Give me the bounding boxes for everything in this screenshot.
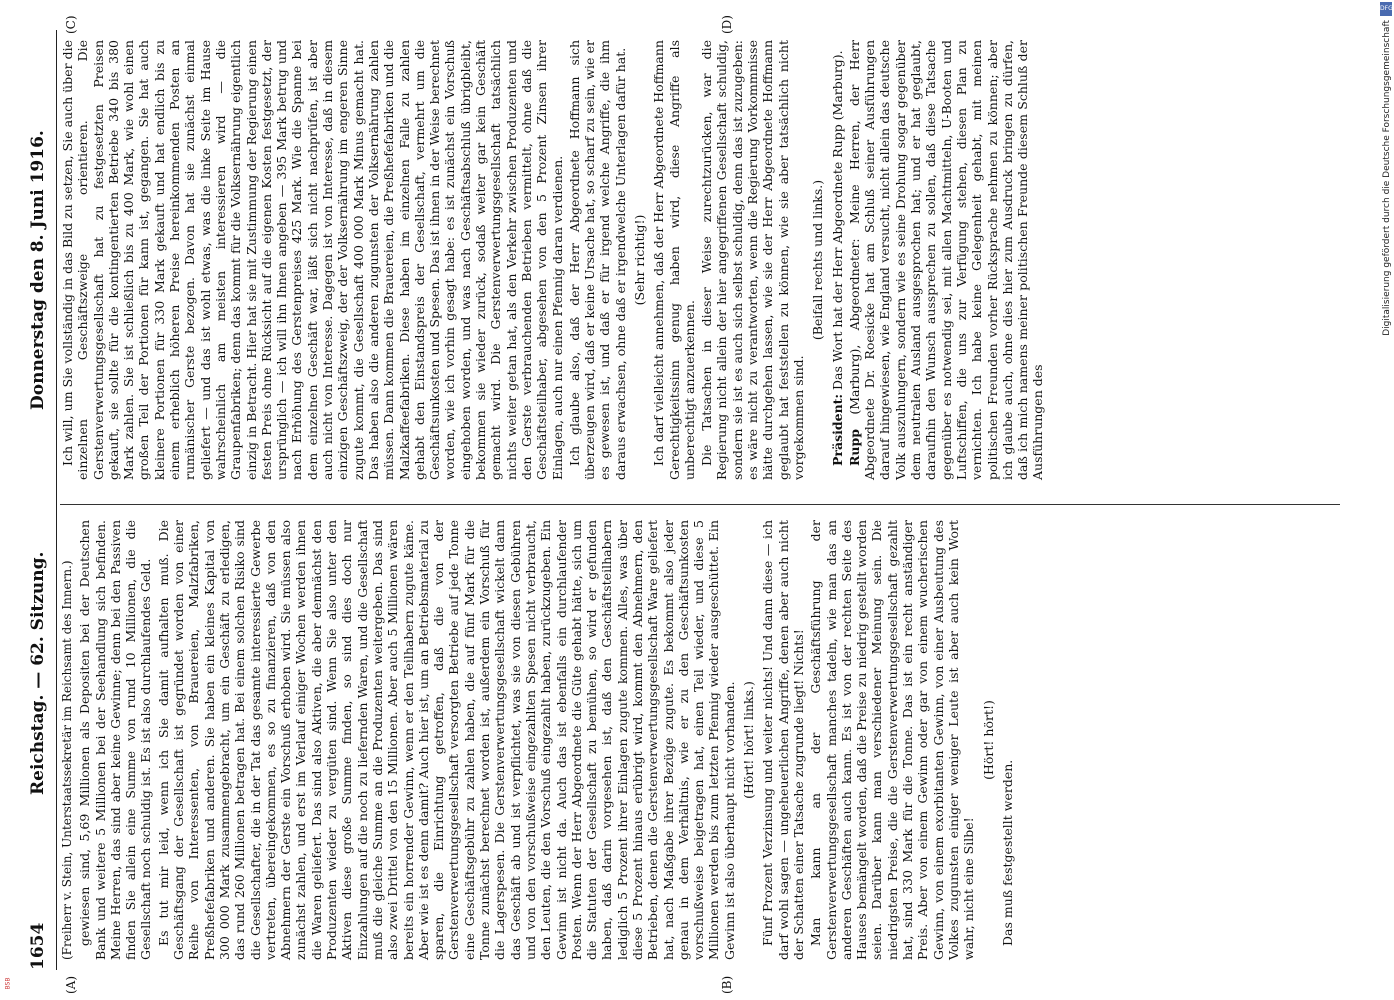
- paragraph: Ich glaube also, daß der Herr Abgeordnete Hoffmann sich überzeugen wird, daß er keine Ursache hat, so scharf zu sein, wie er es gewesen ist, und daß er für irgend welche Angriffe, die ihm daraus erwachsen, ohne daß er irgendwelche Unterlagen dafür hat.: [566, 40, 628, 480]
- column-divider: [60, 504, 1340, 505]
- library-mark: BSB: [4, 977, 12, 990]
- page-number: 1654: [28, 922, 48, 970]
- paragraph: Das muß festgestellt werden.: [999, 759, 1015, 946]
- margin-letter-b: (B): [720, 975, 734, 994]
- margin-letter-c: (C): [64, 15, 78, 34]
- president-label: Präsident:: [829, 393, 845, 466]
- paragraph: Es tut mir leid, wenn ich Sie damit aufhalten muß. Die Geschäftsgang der Gesellschaft ist gegründet worden von einer Reihe von Interessenten, von Brauereien, Malzfabriken, Preßhefefabriken und anderen. Sie haben ein kleines Kapital von 300 000 Mark zusammengebracht, um ein Geschäft zu erledigen, das rund 260 Millionen betragen hat. Bei einem solchen Risiko sind die Gesellschafter, die in der Tat das gesamte interessierte Gewerbe vertreten, übereingekommen, es so zu finanzieren, daß von den Abnehmern der Gerste ein Vorschuß erhoben wird. Sie müssen also zunächst zahlen, und erst im Verlauf einiger Wochen werden ihnen die Waren geliefert. Das sind also Aktiven, die aber demnächst den Produzenten wieder zu vergüten sind. Wenn Sie also unter den Aktiven diese große Summe finden, so sind dies doch nur Einzahlungen auf die noch zu liefernden Waren, und die Gesellschaft muß die gleiche Summe an die Produzenten weitergeben. Das sind also zwei Drittel von den 15 Millionen. Aber auch 5 Millionen wären bereits ein horrender Gewinn, wenn er den Teilhabern zugute käme. Aber wie ist es denn damit? Auch hier ist, um an Betriebsmaterial zu sparen, die Einrichtung getroffen, daß die von der Gerstenverwertungsgesellschaft versorgten Betriebe auf jede Tonne eine Geschäftsgebühr zu zahlen haben, die auf fünf Mark für die Tonne zunächst berechnet worden ist, außerdem ein Vorschuß für die Lagerspesen. Die Gerstenverwertungsgesellschaft wickelt dann das Geschäft ab und ist verpflichtet, was sie von diesen Gebühren und von den vorschußweise eingezahlten Spesen nicht verbraucht, den Leuten, die den Vorschuß eingezahlt haben, zurückzugeben. Ein Gewinn ist nicht da. Auch das ist ebenfalls ein durchlaufender Posten. Wenn der Herr Abgeordnete die Güte gehabt hätte, sich um die Statuten der Gesellschaft zu bemühen, so wird er gefunden haben, daß darin vorgesehen ist, daß den Geschäftsteilhabern lediglich 5 Prozent ihrer Einlagen zugute kommen. Alles, was über diese 5 Prozent hinaus erübrigt wird, kommt den Abnehmern, den Betrieben, denen die Gerstenverwertungsgesellschaft Ware geliefert hat, nach Maßgabe ihrer Bezüge zugute. Es bekommt also jeder genau in dem Verhältnis, wie er zu den Geschäftsunkosten vorschußweise beigetragen hat, einen Teil wieder, und diese 5 Millionen werden bis zum letzten Pfennig wieder ausgeschüttet. Ein Gewinn ist also überhaupt nicht vorhanden.: [155, 520, 737, 960]
- paragraph: Die Tatsachen in dieser Weise zurechtzurücken, war die Regierung nicht allein der hier angegriffenen Gesellschaft schuldig, sondern sie ist es auch sich selbst schuldig, denn das ist zuzugeben: es wäre nicht zu verantworten, wenn die Regierung Vorkommnisse hätte durchgehen lassen, wie sie der Herr Abgeordnete Hoffmann geglaubt hat feststellen zu können, wie sie aber tatsächlich nicht vorgekommen sind.: [699, 40, 806, 480]
- session-title: Reichstag. — 62. Sitzung.: [28, 551, 48, 795]
- paragraph: Fünf Prozent Verzinsung und weiter nichts! Und dann diese — ich darf wohl sagen — ungeheuerlichen Angriffe, denen aber auch nicht der Schatten einer Tatsache zugrunde liegt! Nichts!: [760, 520, 806, 960]
- paragraph: gewiesen sind, 5,69 Millionen als Depositen bei der Deutschen Bank und weitere 5 Millionen bei der Seehandlung sich befinden. Meine Herren, das sind aber keine Gewinne; denn bei den Passiven finden Sie allein eine Summe von rund 10 Millionen, die die Gesellschaft noch schuldig ist. Es ist also durchlaufendes Geld.: [77, 520, 154, 960]
- date-title: Donnerstag den 8. Juni 1916.: [28, 130, 48, 410]
- interjection: (Sehr richtig!): [631, 214, 647, 306]
- margin-letter-d: (D): [720, 15, 734, 34]
- margin-letter-a: (A): [64, 975, 78, 994]
- speaker-name: Rupp: [846, 429, 862, 466]
- interjection: (Hört! hört!): [980, 700, 996, 780]
- left-column: [60, 520, 1017, 960]
- right-column: [60, 40, 1048, 480]
- interjection: (Beifall rechts und links.): [810, 179, 826, 341]
- funding-note: Digitalisierung gefördert durch die Deutsche Forschungsgemeinschaft: [1382, 20, 1392, 336]
- speaker-note: (Freiherr v. Stein, Unterstaatssekretär im Reichsamt des Innern.): [60, 560, 74, 960]
- president-text: Das Wort hat der Herr Abgeordnete Rupp (Marburg).: [829, 50, 845, 390]
- paragraph: Ich darf vielleicht annehmen, daß der Herr Abgeordnete Hoffmann Gerechtigkeitssinn genug haben wird, diese Angriffe als unberechtigt anzuerkennen.: [651, 40, 697, 480]
- dfg-logo: DFG: [1380, 2, 1392, 16]
- paragraph: Ich will, um Sie vollständig in das Bild zu setzen, Sie auch über die einzelnen Geschäftszweige orientieren. Die Gerstenverwertungsgesellschaft hat zu festgesetzten Preisen gekauft, sie sollte für die kontingentierten Betriebe 340 bis 380 Mark zahlen. Sie ist schließlich bis zu 400 Mark, wie wohl einen großen Teil der Portionen für kann ist, gegangen. Sie hat auch kleinere Portionen für 330 Mark gekauft und hat endlich bis zu einem erheblich höheren Preise hereinkommenden Posten an rumänischer Gerste bezogen. Davon hat sie zunächst einmal geliefert — und das ist wohl etwas, was die linke Seite im Hause wahrscheinlich am meisten interessieren wird — die Graupenfabriken; denn das kommt für die Volksernährung eigentlich einzig in Betracht. Hier hat sie mit Zustimmung der Regierung einen festen Preis ohne Rücksicht auf die eigenen Kosten festgesetzt, der ursprünglich — ich will ihn Ihnen angeben — 395 Mark betrug und nach Erhöhung des Gerstenpreises 425 Mark. Wie die Spanne bei dem einzelnen Geschäft war, läßt sich nicht nachprüfen, ist aber auch nicht von Interesse. Dagegen ist von Interesse, daß in diesem einzigen Geschäftszweig, der der Volksernährung im engeren Sinne zugute kommt, die Gesellschaft 400 000 Mark Minus gemacht hat. Das haben also die anderen zugunsten der Volksernährung zahlen müssen. Dann kommen die Brauereien, die Preßhefefabriken und die Malzkaffeefabriken. Diese haben im einzelnen Falle zu zahlen gehabt den Einstandspreis der Gesellschaft, vermehrt um die Geschäftsunkosten und Spesen. Das ist ihnen in der Weise berechnet worden, wie ich vorhin gesagt habe: es ist zunächst ein Vorschuß eingehoben worden, und was nach Geschäftsabschluß übrigbleibt, bekommen sie wieder zurück, sodaß weiter gar kein Geschäft gemacht wird. Die Gerstenverwertungsgesellschaft tatsächlich nichts weiter getan hat, als den Verkehr zwischen Produzenten und den Gerste verbrauchenden Betrieben vermittelt, ohne daß die Geschäftsteilhaber, abgesehen von den 5 Prozent Zinsen ihrer Einlagen, auch nur einen Pfennig daran verdienen.: [60, 40, 565, 480]
- interjection: (Hört! hört! links.): [741, 681, 757, 799]
- paragraph: Man kann an der Geschäftsführung der Gerstenverwertungsgesellschaft manches tadeln, wie man das an anderen Geschäften auch kann. Es ist von der rechten Seite des Hauses bemängelt worden, daß die Preise zu niedrig gestellt worden seien. Darüber kann man verschiedener Meinung sein. Die niedrigsten Preise, die die Gerstenverwertungsgesellschaft gezahlt hat, sind 330 Mark für die Tonne. Das ist ein recht anständiger Preis. Aber von einem Gewinn oder gar von einem wucherischen Gewinn, von einem exorbitanten Gewinn, von einer Ausbeutung des Volkes zugunsten einiger weniger Leute ist aber auch kein Wort wahr, nicht eine Silbe!: [808, 520, 977, 960]
- president-paragraph: [830, 40, 845, 480]
- document-page: [20, 0, 1350, 1000]
- speech-paragraph: [847, 40, 1046, 480]
- page-header: [26, 30, 57, 970]
- speech-text: (Marburg), Abgeordneter: Meine Herren, der Herr Abgeordnete Dr. Roesicke hat am Schluß seiner Ausführungen darauf hingewiesen, wie England versucht, nicht allein das deutsche Volk auszuhungern, sondern wie es seine Drohung sogar gegenüber dem neutralen Ausland ausgesprochen hat; und er hat geglaubt, daraufhin den Wunsch aussprechen zu sollen, daß diese Tatsache gegenüber es notwendig sei, mit allen Machtmitteln, U-Booten und Luftschiffen, die uns zur Verfügung stehen, diesen Plan zu vernichten. Ich habe keine Gelegenheit gehabt, mit meinen politischen Freunden vorher Rücksprache nehmen zu können; aber ich glaube auch, ohne dies hier zum Ausdruck bringen zu dürfen, daß ich mich namens meiner politischen Freunde diesem Schluß der Ausführungen des: [846, 40, 1046, 480]
